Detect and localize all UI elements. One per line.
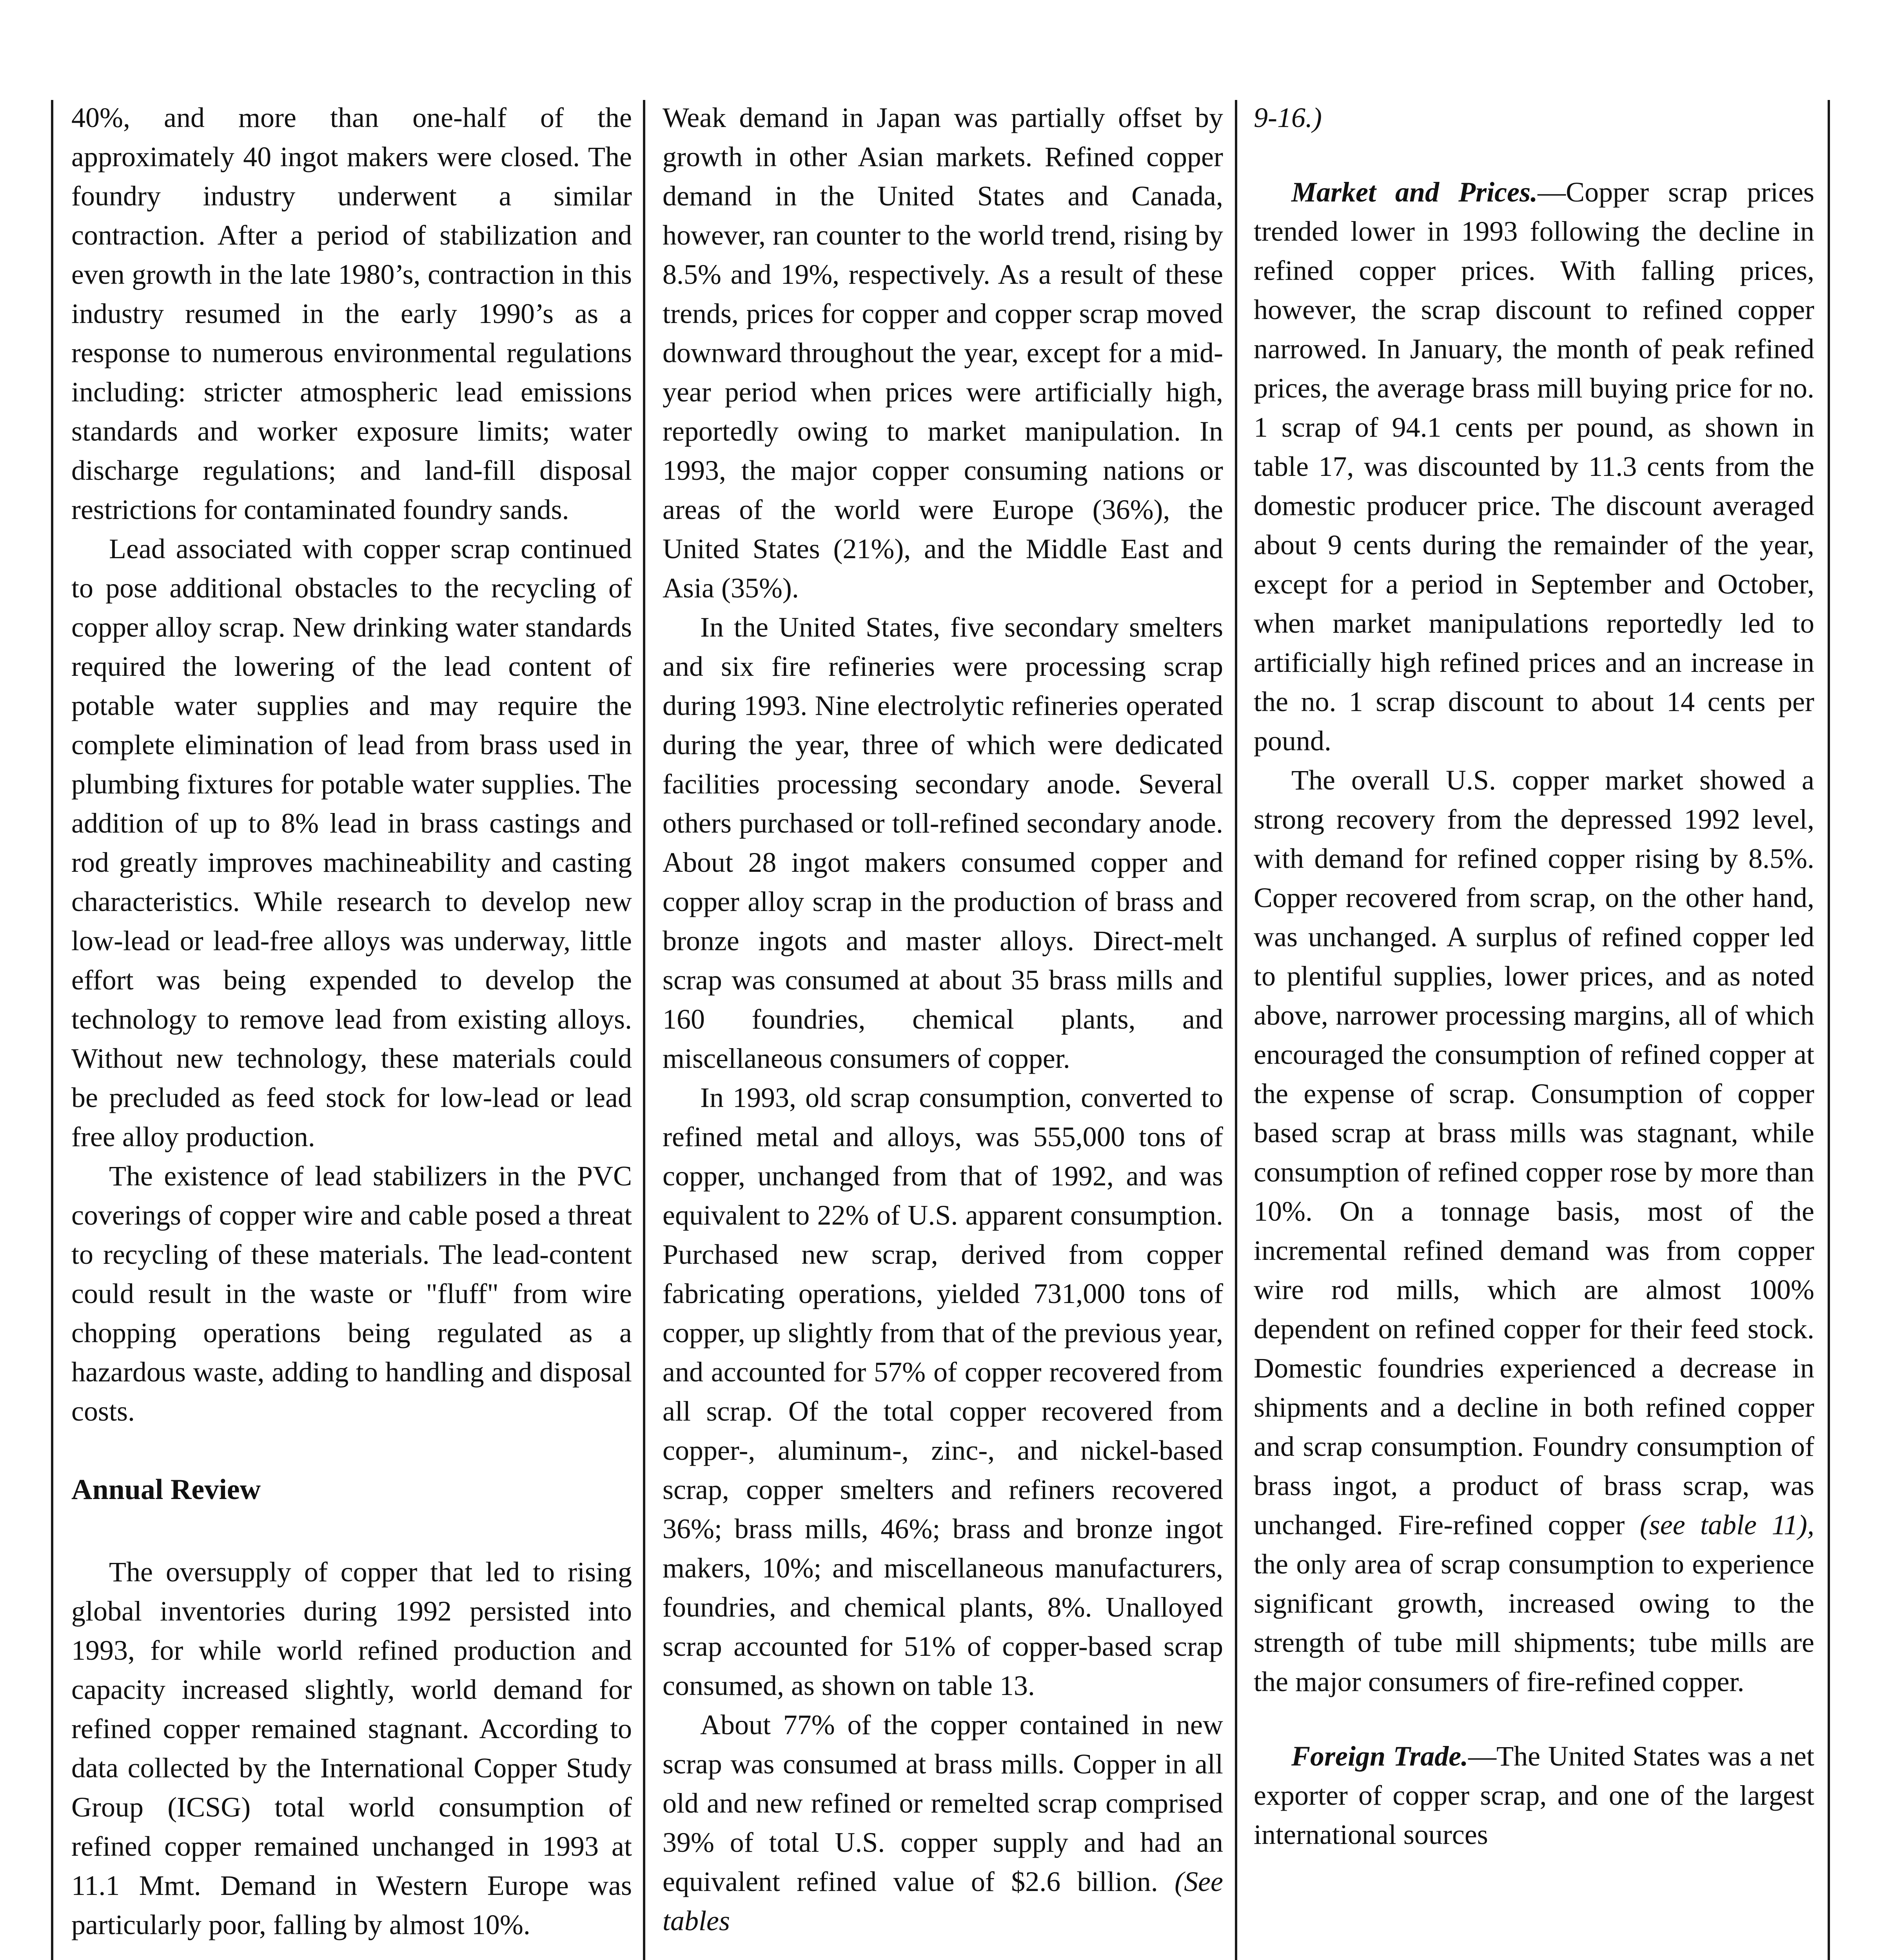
- paragraph: [1254, 1737, 1814, 1854]
- paragraph: The oversupply of copper that led to rising global inventories during 1992 persisted into 1993, for while world refined production and capacity increased slightly, world demand for refined copper remained stagnant. According to data collected by the International Copper Study Group (ICSG) total world consumption of refined copper remained unchanged in 1993 at 11.1 Mmt. Demand in Western Europe was particularly poor, falling by almost 10%.: [71, 1556, 632, 1940]
- paragraph-text: The overall U.S. copper market showed a strong recovery from the depressed 1992 level, with demand for refined copper rising by 8.5%. Copper recovered from scrap, on the other hand, was unchanged. A surplus of refined copper led to plentiful supplies, lower prices, and as noted above, narrower processing margins, all of which encouraged the consumption of refined copper at the expense of scrap. Consumption of copper based scrap at brass mills was stagnant, while consumption of refined copper rose by more than 10%. On a tonnage basis, most of the incremental refined demand was from copper wire rod mills, which are almost 100% dependent on refined copper for their feed stock. Domestic foundries experienced a decrease in shipments and a decline in both refined copper and scrap consumption. Foundry consumption of brass ingot, a product of brass scrap, was unchanged. Fire-refined copper: [1254, 764, 1814, 1541]
- text-column-3: [1254, 98, 1814, 1960]
- paragraph: [663, 1705, 1223, 1940]
- text-column-1: [71, 98, 632, 1960]
- paragraph: In the United States, five secondary smelters and six fire refineries were processing scrap during 1993. Nine electrolytic refineries operated during the year, three of which were dedicated facilities processing secondary anode. Several others purchased or toll-refined secondary anode. About 28 ingot makers consumed copper and copper alloy scrap in the production of brass and bronze ingots and master alloys. Direct-melt scrap was consumed at about 35 brass mills and 160 foundries, chemical plants, and miscellaneous consumers of copper.: [663, 612, 1223, 1074]
- paragraph-text: the only area of scrap consumption to experience significant growth, increased owing to the strength of tube mill shipments; tube mills are the major consumers of fire-refined copper.: [1254, 1548, 1814, 1697]
- paragraph-text: —Copper scrap prices trended lower in 1993 following the decline in refined copper prices. With falling prices, however, the scrap discount to refined copper narrowed. In January, the month of peak refined prices, the average brass mill buying price for no. 1 scrap of 94.1 cents per pound, as shown in table 17, was discounted by 11.3 cents from the domestic producer price. The discount averaged about 9 cents during the remainder of the year, except for a period in September and October, when market manipulations reportedly led to artificially high refined prices and an increase in the no. 1 scrap discount to about 14 cents per pound.: [1254, 176, 1814, 757]
- text-column-2: [663, 98, 1223, 1960]
- table-reference: (See tables: [663, 1866, 1223, 1936]
- table-reference: (see table 11),: [1639, 1509, 1814, 1541]
- paragraph-text: —The United States was a net exporter of copper scrap, and one of the largest international sources: [1254, 1740, 1814, 1850]
- paragraph: In 1993, old scrap consumption, converted to refined metal and alloys, was 555,000 tons of copper, unchanged from that of 1992, and was equivalent to 22% of U.S. apparent consumption. Purchased new scrap, derived from copper fabricating operations, yielded 731,000 tons of copper, up slightly from that of the previous year, and accounted for 57% of copper recovered from all scrap. Of the total copper recovered from copper-, aluminum-, zinc-, and nickel-based scrap, copper smelters and refiners recovered 36%; brass mills, 46%; brass and bronze ingot makers, 10%; and miscellaneous manufacturers, foundries, and chemical plants, 8%. Unalloyed scrap accounted for 51% of copper-based scrap consumed, as shown on table 13.: [663, 1082, 1223, 1701]
- section-heading: Annual Review: [71, 1474, 261, 1506]
- column-rule-left: [51, 100, 53, 1960]
- paragraph: 40%, and more than one-half of the approximately 40 ingot makers were closed. The foundry industry underwent a similar contraction. After a period of stabilization and even growth in the late 1980’s, contraction in this industry resumed in the early 1990’s as a response to numerous environmental regulations including: stricter atmospheric lead emissions standards and worker exposure limits; water discharge regulations; and land-fill disposal restrictions for contaminated foundry sands.: [71, 102, 632, 525]
- side-heading-market-and-prices: Market and Prices.: [1291, 176, 1538, 208]
- paragraph: The existence of lead stabilizers in the PVC coverings of copper wire and cable posed a threat to recycling of these materials. The lead-content could result in the waste or "fluff" from wire chopping operations being regulated as a hazardous waste, adding to handling and disposal costs.: [71, 1160, 632, 1427]
- paragraph: [1254, 760, 1814, 1701]
- table-reference-continued: 9-16.): [1254, 102, 1322, 133]
- paragraph-text: About 77% of the copper contained in new scrap was consumed at brass mills. Copper in all old and new refined or remelted scrap comprised 39% of total U.S. copper supply and had an equivalent refined value of $2.6 billion.: [663, 1709, 1223, 1897]
- column-rule-center-right: [1235, 100, 1237, 1960]
- paragraph: [1254, 172, 1814, 760]
- paragraph: Lead associated with copper scrap continued to pose additional obstacles to the recycling of copper alloy scrap. New drinking water standards required the lowering of the lead content of potable water supplies and may require the complete elimination of lead from brass used in plumbing fixtures for potable water supplies. The addition of up to 8% lead in brass castings and rod greatly improves machineability and casting characteristics. While research to develop new low-lead or lead-free alloys was underway, little effort was being expended to develop the technology to remove lead from existing alloys. Without new technology, these materials could be precluded as feed stock for low-lead or lead free alloy production.: [71, 533, 632, 1152]
- paragraph: Weak demand in Japan was partially offset by growth in other Asian markets. Refined copper demand in the United States and Canada, however, ran counter to the world trend, rising by 8.5% and 19%, respectively. As a result of these trends, prices for copper and copper scrap moved downward throughout the year, except for a mid-year period when prices were artificially high, reportedly owing to market manipulation. In 1993, the major copper consuming nations or areas of the world were Europe (36%), the United States (21%), and the Middle East and Asia (35%).: [663, 102, 1223, 604]
- column-rule-right: [1828, 100, 1830, 1960]
- column-rule-center-left: [643, 100, 645, 1960]
- side-heading-foreign-trade: Foreign Trade.: [1291, 1740, 1469, 1772]
